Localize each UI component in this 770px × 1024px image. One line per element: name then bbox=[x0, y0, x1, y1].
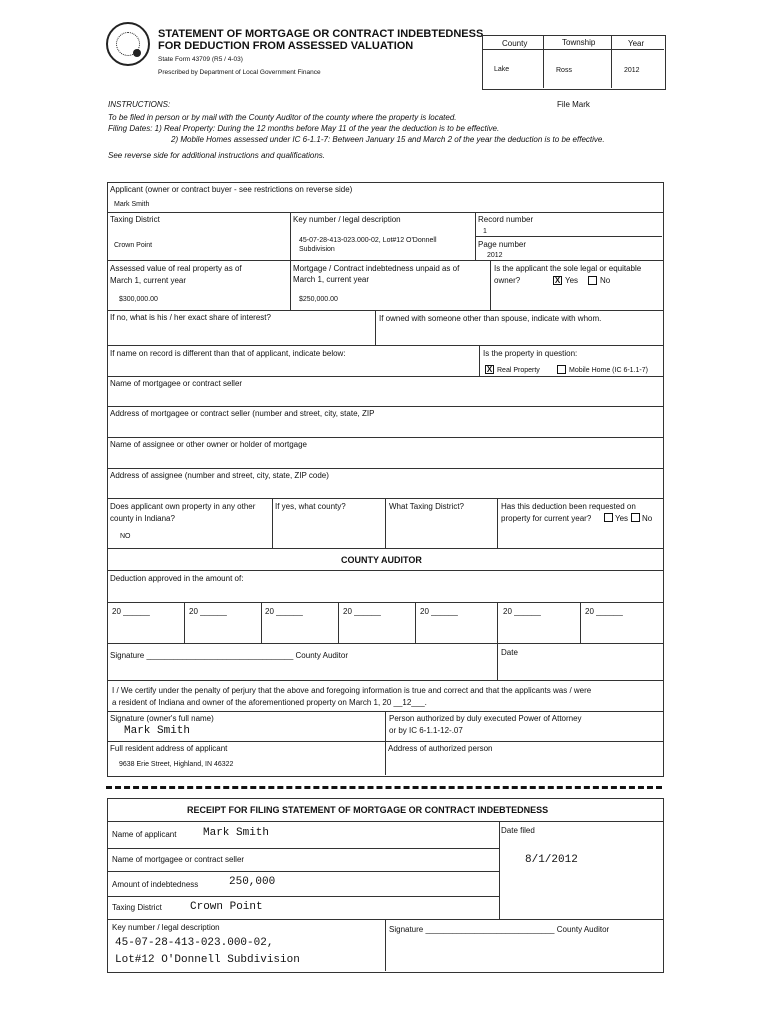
instructions-label: INSTRUCTIONS: bbox=[108, 100, 171, 109]
receipt-key-label: Key number / legal description bbox=[112, 923, 220, 932]
receipt-amount-value[interactable]: 250,000 bbox=[229, 876, 276, 888]
record-number-value[interactable]: 1 bbox=[483, 228, 487, 235]
sole-owner-no-label: No bbox=[600, 276, 611, 285]
taxing-district-label: Taxing District bbox=[110, 215, 160, 224]
owner-signature-label: Signature (owner's full name) bbox=[110, 714, 214, 723]
requested-no-checkbox[interactable] bbox=[631, 513, 640, 522]
county-value[interactable]: Lake bbox=[494, 66, 510, 73]
mortgage-value[interactable]: $250,000.00 bbox=[299, 296, 338, 303]
receipt-key-value-line1[interactable]: 45-07-28-413-023.000-02, bbox=[115, 937, 274, 949]
assessed-value-label-1: Assessed value of real property as of bbox=[110, 264, 242, 273]
what-county-label: If yes, what county? bbox=[275, 502, 346, 511]
township-value[interactable]: Ross bbox=[556, 67, 572, 74]
what-district-label: What Taxing District? bbox=[389, 502, 464, 511]
assignee-name-label: Name of assignee or other owner or holder of mortgage bbox=[110, 440, 307, 449]
form-title-line1: STATEMENT OF MORTGAGE OR CONTRACT INDEBTEDNESS bbox=[158, 28, 484, 40]
authorized-address-label: Address of authorized person bbox=[388, 744, 493, 753]
requested-label-2: property for current year? bbox=[501, 514, 592, 523]
assignee-address-label: Address of assignee (number and street, city, state, ZIP code) bbox=[110, 471, 329, 480]
form-number: State Form 43709 (R5 / 4-03) bbox=[158, 56, 243, 63]
resident-address-value[interactable]: 9638 Erie Street, Highland, IN 46322 bbox=[119, 761, 234, 768]
mobile-home-checkbox[interactable] bbox=[557, 365, 566, 374]
deduction-year-4[interactable]: 20 ______ bbox=[343, 607, 381, 616]
receipt-signature-line[interactable]: Signature _____________________________ County Auditor bbox=[389, 925, 610, 934]
taxing-district-value[interactable]: Crown Point bbox=[114, 242, 153, 249]
deduction-year-3[interactable]: 20 ______ bbox=[265, 607, 303, 616]
year-label: Year bbox=[628, 39, 645, 48]
state-seal-icon bbox=[106, 22, 150, 66]
requested-yes-label: Yes bbox=[615, 514, 629, 523]
owner-signature-value[interactable]: Mark Smith bbox=[124, 725, 191, 737]
resident-address-label: Full resident address of applicant bbox=[110, 744, 228, 753]
mortgage-label-2: March 1, current year bbox=[293, 275, 370, 284]
deduction-year-5[interactable]: 20 ______ bbox=[420, 607, 458, 616]
record-number-label: Record number bbox=[478, 215, 534, 224]
instructions-line4: See reverse side for additional instructions and qualifications. bbox=[108, 151, 326, 160]
receipt-district-label: Taxing District bbox=[112, 903, 162, 912]
key-number-value-line2[interactable]: Subdivision bbox=[299, 246, 335, 253]
real-property-label: Real Property bbox=[497, 367, 540, 374]
assessed-value-label-2: March 1, current year bbox=[110, 276, 187, 285]
receipt-key-value-line2[interactable]: Lot#12 O'Donnell Subdivision bbox=[115, 954, 300, 966]
assessed-value[interactable]: $300,000.00 bbox=[119, 296, 158, 303]
mortgagee-address-label: Address of mortgagee or contract seller (number and street, city, state, ZIP bbox=[110, 409, 375, 418]
instructions-line2: Filing Dates: 1) Real Property: During the 12 months before May 11 of the year the deduction is to be effective. bbox=[108, 124, 500, 133]
file-mark-label: File Mark bbox=[557, 100, 590, 109]
poa-label-2: or by IC 6-1.1-12-.07 bbox=[389, 726, 463, 735]
form-title-line2: FOR DEDUCTION FROM ASSESSED VALUATION bbox=[158, 40, 414, 52]
poa-label-1: Person authorized by duly executed Power of Attorney bbox=[389, 714, 582, 723]
other-property-label-1: Does applicant own property in any other bbox=[110, 502, 256, 511]
name-different-label: If name on record is different than that of applicant, indicate below: bbox=[110, 349, 346, 358]
other-property-label-2: county in Indiana? bbox=[110, 514, 175, 523]
county-label: County bbox=[502, 39, 528, 48]
sole-owner-label-2: owner? bbox=[494, 276, 521, 285]
page-number-value[interactable]: 2012 bbox=[487, 252, 503, 259]
real-property-checkbox[interactable]: X bbox=[486, 365, 493, 374]
sole-owner-yes-label: Yes bbox=[565, 276, 579, 285]
sole-owner-yes-checkbox[interactable]: X bbox=[554, 276, 561, 285]
deduction-year-2[interactable]: 20 ______ bbox=[189, 607, 227, 616]
sole-owner-no-checkbox[interactable] bbox=[588, 276, 597, 285]
receipt-applicant-value[interactable]: Mark Smith bbox=[203, 827, 270, 839]
mobile-home-label: Mobile Home (IC 6-1.1-7) bbox=[569, 367, 648, 374]
mortgagee-name-label: Name of mortgagee or contract seller bbox=[110, 379, 243, 388]
mortgage-label-1: Mortgage / Contract indebtedness unpaid as of bbox=[293, 264, 460, 273]
county-auditor-heading: COUNTY AUDITOR bbox=[341, 555, 422, 565]
receipt-heading: RECEIPT FOR FILING STATEMENT OF MORTGAGE OR CONTRACT INDEBTEDNESS bbox=[187, 805, 549, 815]
prescribed-by: Prescribed by Department of Local Government Finance bbox=[158, 69, 321, 76]
deduction-year-6[interactable]: 20 ______ bbox=[503, 607, 541, 616]
page-number-label: Page number bbox=[478, 240, 527, 249]
certification-line2: a resident of Indiana and owner of the aforementioned property on March 1, 20 __12___. bbox=[112, 698, 427, 707]
deduction-year-1[interactable]: 20 ______ bbox=[112, 607, 150, 616]
certification-line1: I / We certify under the penalty of perjury that the above and foregoing information is true and correct and that the applicants was / were bbox=[112, 686, 592, 695]
applicant-value[interactable]: Mark Smith bbox=[114, 201, 150, 208]
owned-with-label: If owned with someone other than spouse, indicate with whom. bbox=[379, 314, 602, 323]
property-question-label: Is the property in question: bbox=[483, 349, 578, 358]
receipt-amount-label: Amount of indebtedness bbox=[112, 880, 199, 889]
applicant-label: Applicant (owner or contract buyer - see restrictions on reverse side) bbox=[110, 185, 353, 194]
key-number-label: Key number / legal description bbox=[293, 215, 401, 224]
key-number-value-line1[interactable]: 45-07-28-413-023.000-02, Lot#12 O'Donnell bbox=[299, 237, 437, 244]
receipt-mortgagee-label: Name of mortgagee or contract seller bbox=[112, 855, 245, 864]
other-property-value[interactable]: NO bbox=[120, 533, 131, 540]
year-value[interactable]: 2012 bbox=[624, 67, 640, 74]
requested-label-1: Has this deduction been requested on bbox=[501, 502, 636, 511]
receipt-date-filed-value[interactable]: 8/1/2012 bbox=[525, 854, 578, 866]
instructions-line1: To be filed in person or by mail with the County Auditor of the county where the property is located. bbox=[108, 113, 457, 122]
instructions-line3: 2) Mobile Homes assessed under IC 6-1.1-7: Between January 15 and March 2 of the year the deduction is to be effective. bbox=[171, 135, 605, 144]
receipt-date-filed-label: Date filed bbox=[501, 826, 535, 835]
receipt-district-value[interactable]: Crown Point bbox=[190, 901, 263, 913]
township-label: Township bbox=[562, 38, 596, 47]
requested-no-label: No bbox=[642, 514, 653, 523]
requested-yes-checkbox[interactable] bbox=[604, 513, 613, 522]
auditor-date-label: Date bbox=[501, 648, 518, 657]
sole-owner-label-1: Is the applicant the sole legal or equitable bbox=[494, 264, 642, 273]
receipt-applicant-label: Name of applicant bbox=[112, 830, 177, 839]
deduction-year-7[interactable]: 20 ______ bbox=[585, 607, 623, 616]
deduction-approved-label: Deduction approved in the amount of: bbox=[110, 574, 244, 583]
share-interest-label: If no, what is his / her exact share of interest? bbox=[110, 313, 271, 322]
auditor-signature-line[interactable]: Signature _________________________________ County Auditor bbox=[110, 651, 348, 660]
tear-line bbox=[106, 786, 662, 789]
